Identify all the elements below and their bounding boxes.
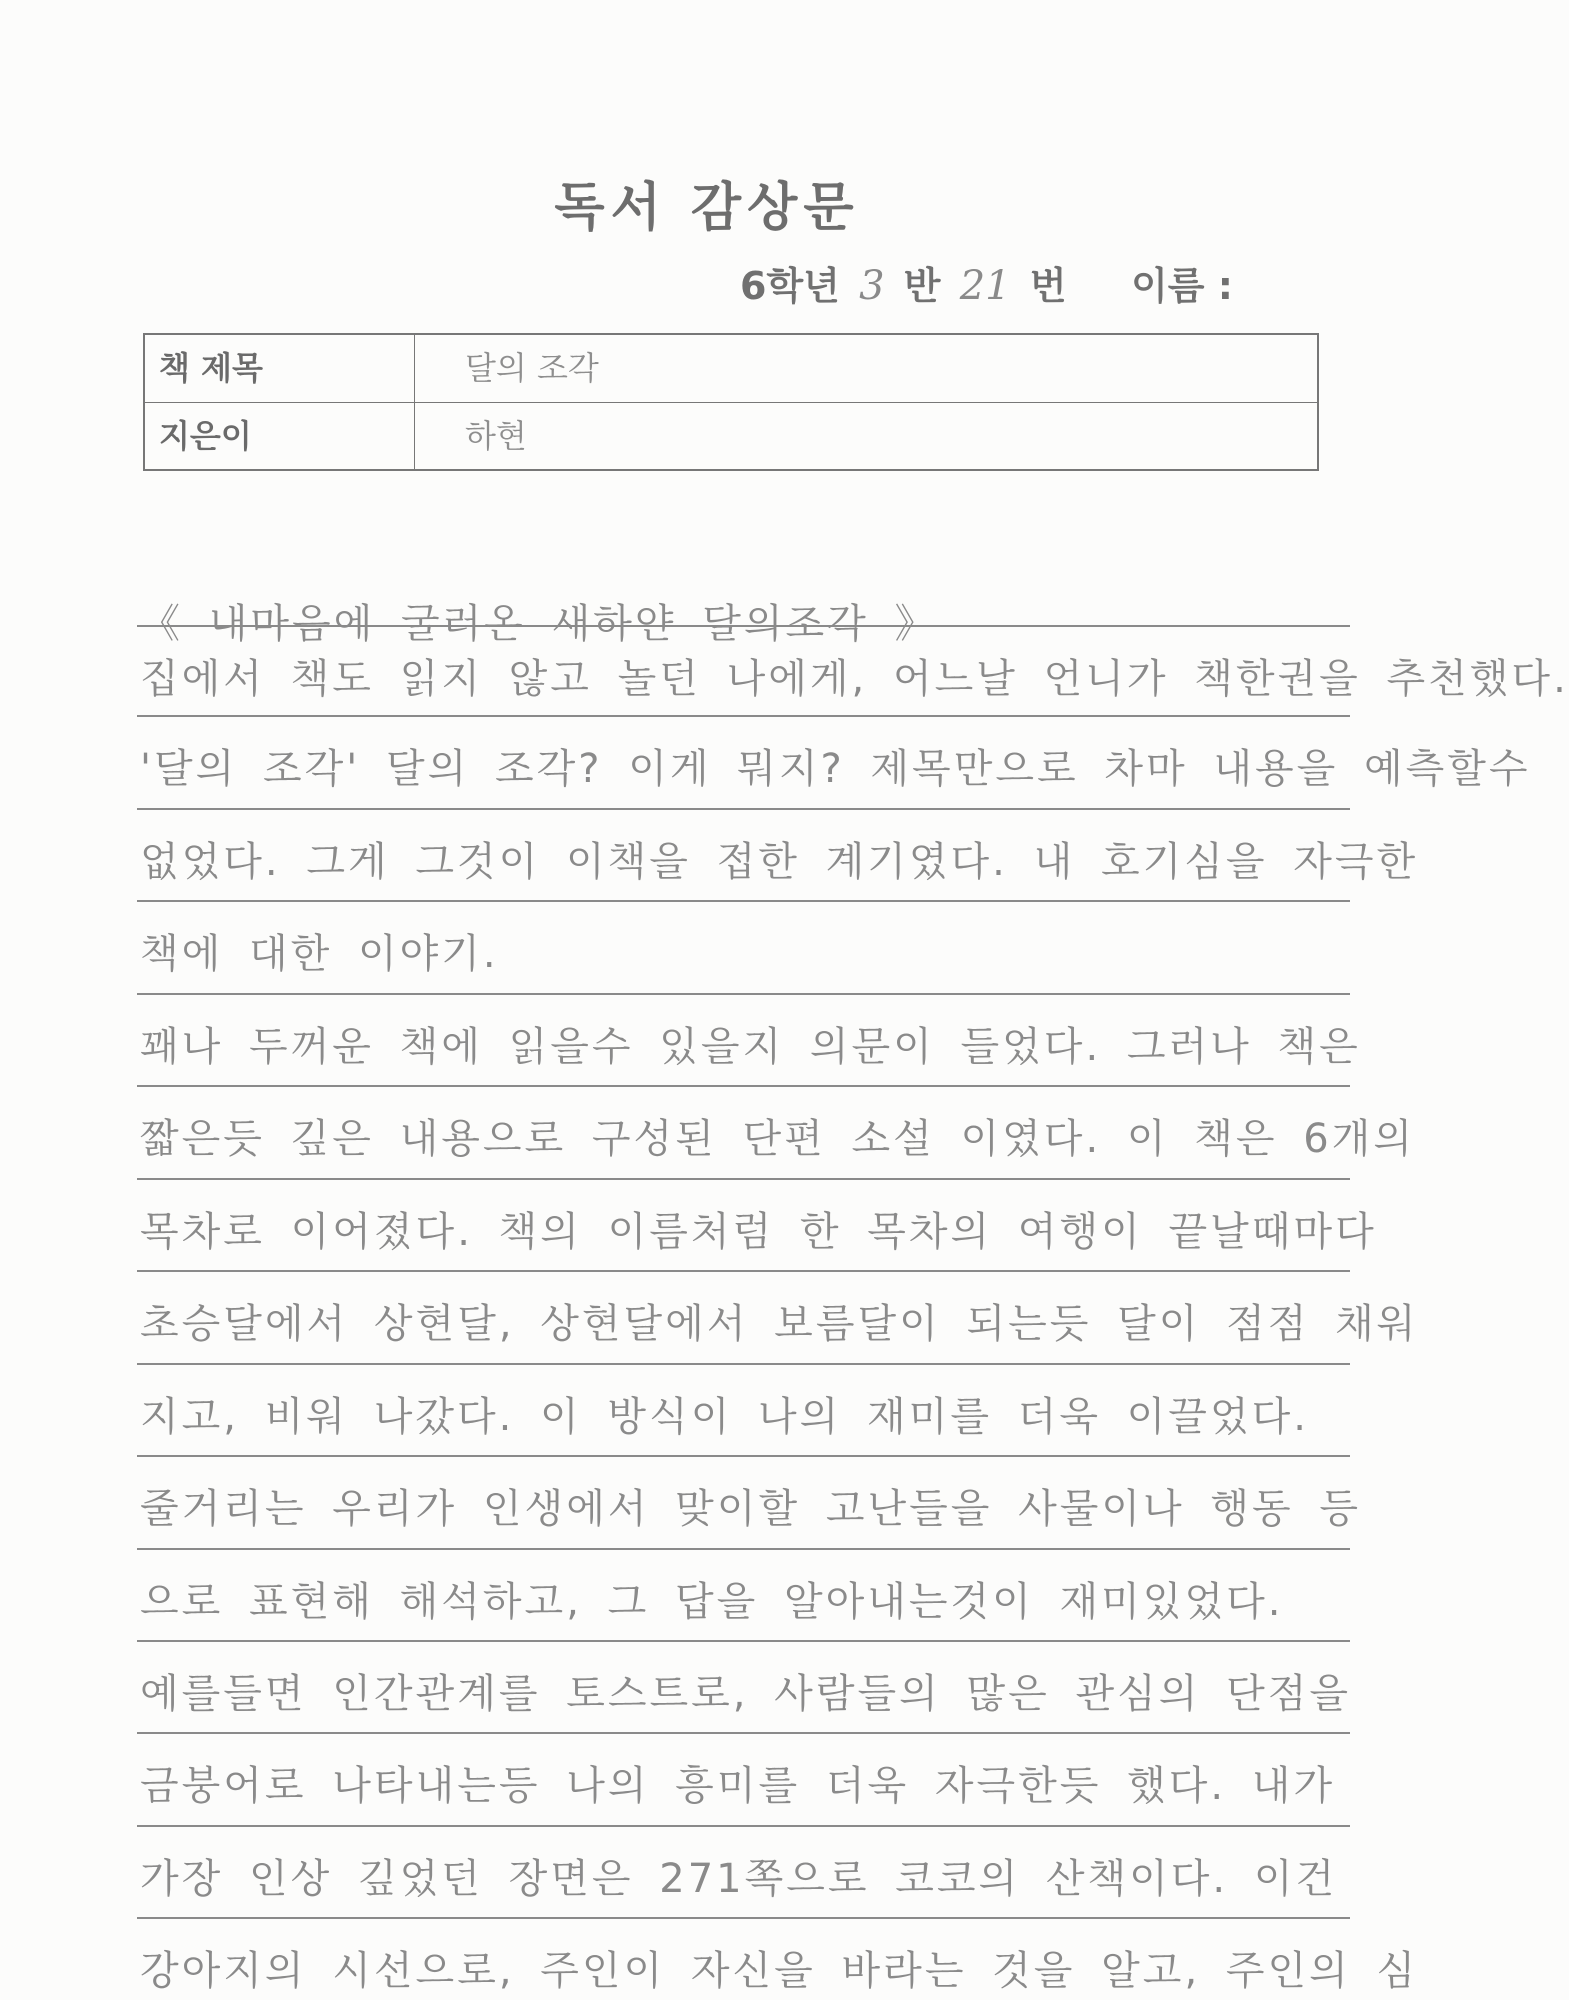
student-info xyxy=(740,255,1233,310)
ruled-line xyxy=(137,1825,1350,1827)
author-row xyxy=(145,403,1317,470)
class-label: 반 xyxy=(903,264,941,308)
ruled-line xyxy=(137,715,1350,717)
ruled-line xyxy=(137,1085,1350,1087)
essay-line: 목차로 이어졌다. 책의 이름처럼 한 목차의 여행이 끝날때마다 xyxy=(140,1209,1377,1255)
book-title-row xyxy=(145,335,1317,403)
essay-line: 짧은듯 깊은 내용으로 구성된 단편 소설 이였다. 이 책은 6개의 xyxy=(140,1116,1415,1162)
essay-line: 없었다. 그게 그것이 이책을 접한 계기였다. 내 호기심을 자극한 xyxy=(140,839,1419,885)
document-title: 독서 감상문 xyxy=(554,178,860,238)
student-number: 21 xyxy=(959,263,1011,309)
essay-line: 초승달에서 상현달, 상현달에서 보름달이 되는듯 달이 점점 채워 xyxy=(140,1301,1419,1347)
essay-line: 집에서 책도 읽지 않고 놀던 나에게, 어느날 언니가 책한권을 추천했다. xyxy=(140,656,1569,702)
ruled-line xyxy=(137,1548,1350,1550)
essay-line: 책에 대한 이야기. xyxy=(140,931,499,977)
ruled-line xyxy=(137,1270,1350,1272)
author-label: 지은이 xyxy=(145,403,415,470)
ruled-line xyxy=(137,625,1350,627)
ruled-line xyxy=(137,1178,1350,1180)
ruled-line xyxy=(137,1455,1350,1457)
essay-line: 금붕어로 나타내는등 나의 흥미를 더욱 자극한듯 했다. 내가 xyxy=(140,1763,1336,1809)
essay-line: 줄거리는 우리가 인생에서 맞이할 고난들을 사물이나 행동 등 xyxy=(140,1486,1362,1532)
author-value: 하현 xyxy=(465,417,527,455)
ruled-line xyxy=(137,808,1350,810)
ruled-line xyxy=(137,900,1350,902)
essay-line: 지고, 비워 나갔다. 이 방식이 나의 재미를 더욱 이끌었다. xyxy=(140,1394,1309,1440)
grade-label: 6학년 xyxy=(740,264,840,308)
ruled-line xyxy=(137,1640,1350,1642)
essay-line: '달의 조각' 달의 조각? 이게 뭐지? 제목만으로 차마 내용을 예측할수 xyxy=(140,746,1531,792)
essay-line: 예를들면 인간관계를 토스트로, 사람들의 많은 관심의 단점을 xyxy=(140,1671,1352,1717)
name-label: 이름 : xyxy=(1131,264,1233,308)
essay-line: 으로 표현해 해석하고, 그 답을 알아내는것이 재미있었다. xyxy=(140,1579,1284,1625)
class-number: 3 xyxy=(859,263,885,309)
ruled-line xyxy=(137,1917,1350,1919)
ruled-line xyxy=(137,993,1350,995)
book-title-value: 달의 조각 xyxy=(465,349,599,387)
book-info-table xyxy=(143,333,1319,471)
essay-line: 꽤나 두꺼운 책에 읽을수 있을지 의문이 들었다. 그러나 책은 xyxy=(140,1024,1361,1070)
book-title-label: 책 제목 xyxy=(145,335,415,402)
ruled-line xyxy=(137,1363,1350,1365)
essay-line: 강아지의 시선으로, 주인이 자신을 바라는 것을 알고, 주인의 심 xyxy=(140,1948,1419,1994)
ruled-line xyxy=(137,1732,1350,1734)
essay-line: 《 내마음에 굴러온 새하얀 달의조각 》 xyxy=(140,601,938,647)
essay-line: 가장 인상 깊었던 장면은 271쪽으로 코코의 산책이다. 이건 xyxy=(140,1856,1338,1902)
number-label: 번 xyxy=(1029,264,1067,308)
